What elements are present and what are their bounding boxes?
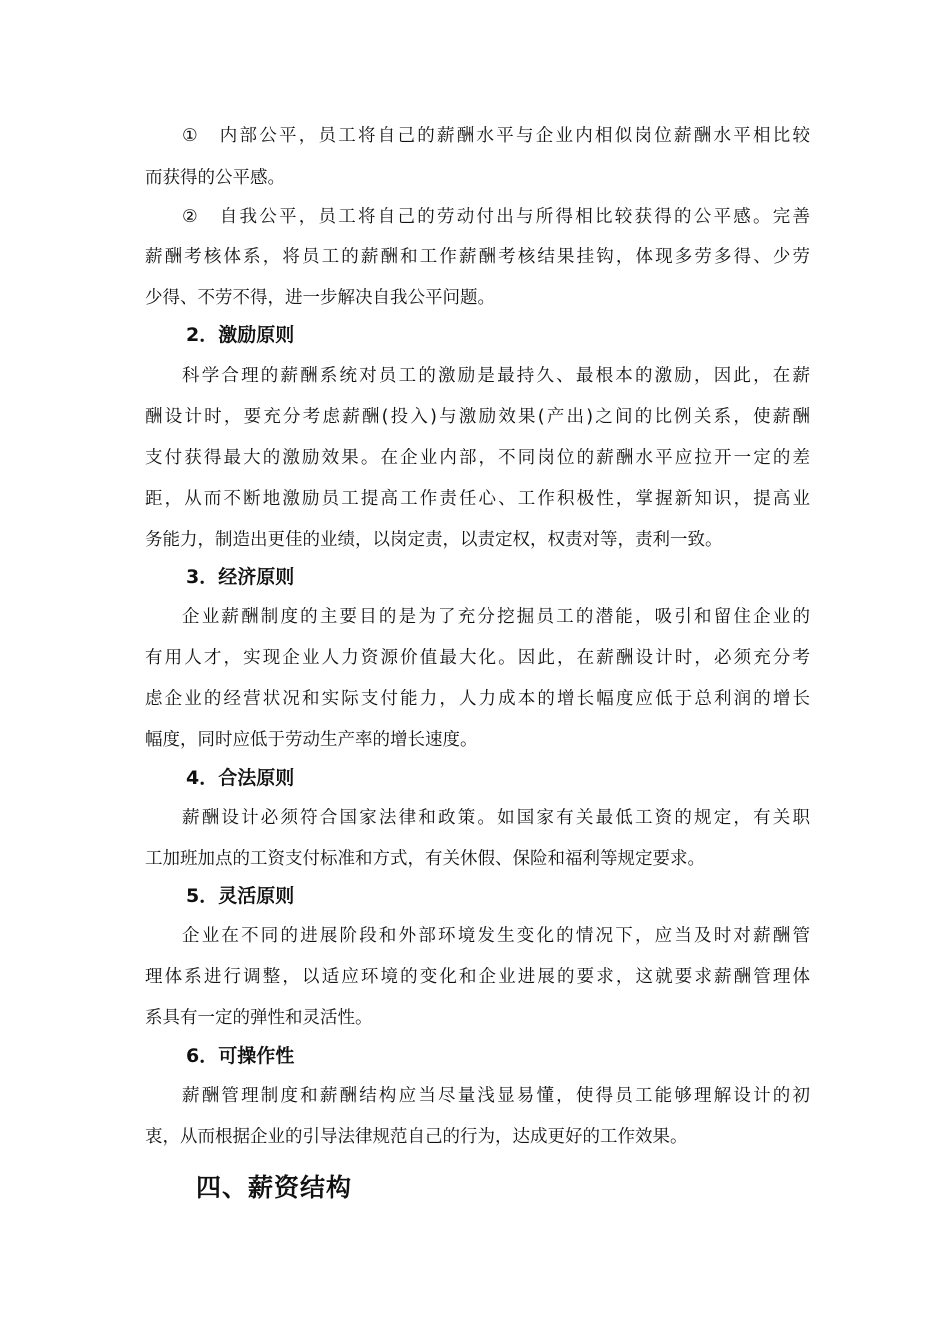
paragraph-line: 薪酬管理制度和薪酬结构应当尽量浅显易懂，使得员工能够理解设计的初 (182, 1086, 810, 1106)
paragraph-line: ① 内部公平，员工将自己的薪酬水平与企业内相似岗位薪酬水平相比较 (182, 126, 810, 146)
paragraph-line: 有用人才，实现企业人力资源价值最大化。因此，在薪酬设计时，必须充分考 (145, 648, 810, 668)
paragraph-line: 酬设计时，要充分考虑薪酬(投入)与激励效果(产出)之间的比例关系，使薪酬 (145, 407, 810, 427)
paragraph-line: 衷，从而根据企业的引导法律规范自己的行为，达成更好的工作效果。 (145, 1127, 688, 1147)
paragraph-line: 而获得的公平感。 (145, 168, 285, 188)
paragraph-line: 薪酬设计必须符合国家法律和政策。如国家有关最低工资的规定，有关职 (182, 808, 810, 828)
heading-operability: 6．可操作性 (186, 1045, 295, 1067)
paragraph-line: 系具有一定的弹性和灵活性。 (145, 1008, 373, 1028)
paragraph-line: 支付获得最大的激励效果。在企业内部，不同岗位的薪酬水平应拉开一定的差 (145, 448, 810, 468)
paragraph-line: 幅度，同时应低于劳动生产率的增长速度。 (145, 730, 478, 750)
paragraph-line: 虑企业的经营状况和实际支付能力，人力成本的增长幅度应低于总利润的增长 (145, 689, 810, 709)
paragraph-line: 企业薪酬制度的主要目的是为了充分挖掘员工的潜能，吸引和留住企业的 (182, 607, 810, 627)
paragraph-line: 距，从而不断地激励员工提高工作责任心、工作积极性，掌握新知识，提高业 (145, 489, 810, 509)
paragraph-line: 工加班加点的工资支付标准和方式，有关休假、保险和福利等规定要求。 (145, 849, 705, 869)
paragraph-line: 科学合理的薪酬系统对员工的激励是最持久、最根本的激励，因此，在薪 (182, 366, 810, 386)
paragraph-line: ② 自我公平，员工将自己的劳动付出与所得相比较获得的公平感。完善 (182, 207, 810, 227)
paragraph-line: 企业在不同的进展阶段和外部环境发生变化的情况下，应当及时对薪酬管 (182, 926, 810, 946)
heading-flexible-principle: 5．灵活原则 (186, 885, 295, 907)
heading-economic-principle: 3．经济原则 (186, 566, 295, 588)
heading-incentive-principle: 2．激励原则 (186, 324, 295, 346)
heading-legal-principle: 4．合法原则 (186, 767, 295, 789)
paragraph-line: 理体系进行调整，以适应环境的变化和企业进展的要求，这就要求薪酬管理体 (145, 967, 810, 987)
paragraph-line: 务能力，制造出更佳的业绩，以岗定责，以责定权，权责对等，责利一致。 (145, 530, 723, 550)
paragraph-line: 少得、不劳不得，进一步解决自我公平问题。 (145, 288, 495, 308)
section-title-salary-structure: 四、薪资结构 (196, 1173, 353, 1202)
paragraph-line: 薪酬考核体系，将员工的薪酬和工作薪酬考核结果挂钩，体现多劳多得、少劳 (145, 247, 810, 267)
